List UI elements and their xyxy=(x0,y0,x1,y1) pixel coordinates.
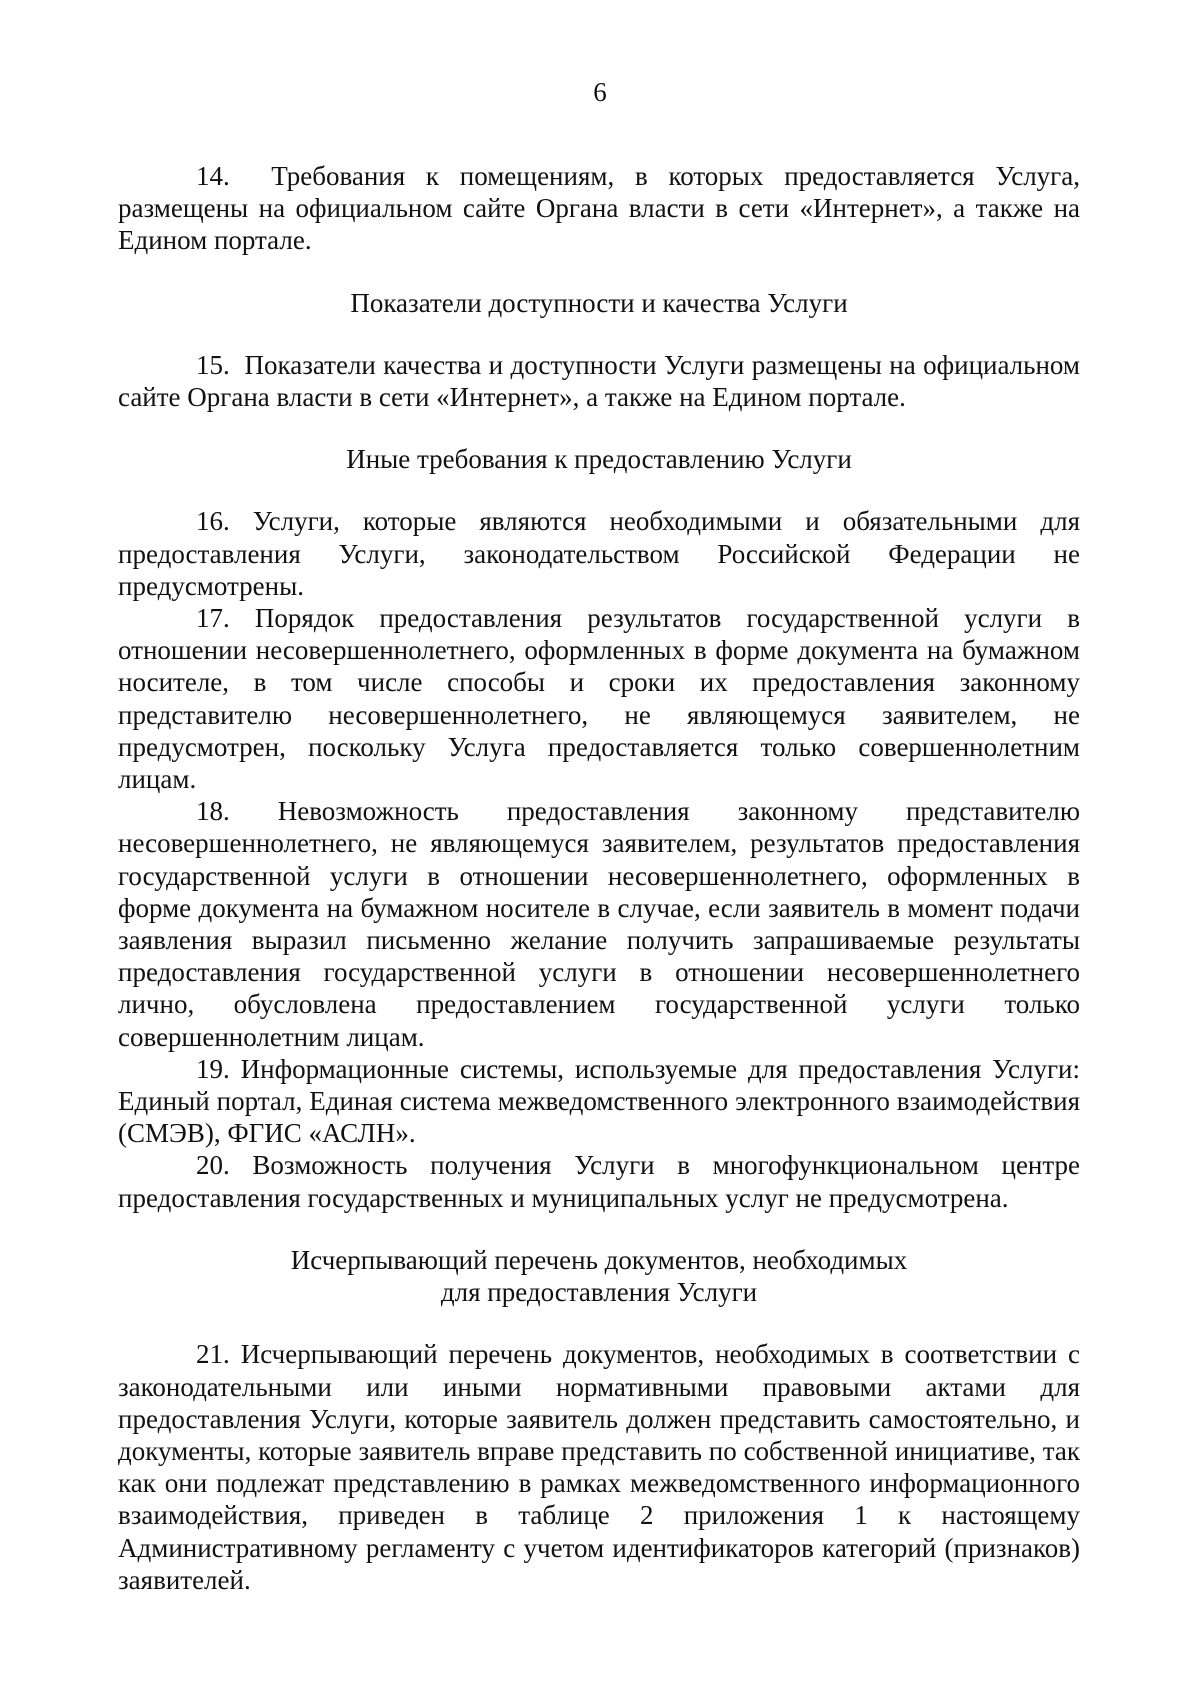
paragraph-17: 17. Порядок предоставления результатов государственной услуги в отношении несовершеннолетнего, оформленных в форме документа на бумажном носителе, в том числе способы и сроки их предоставления законному представителю несовершеннолетнего, не являющемуся заявителем, не предусмотрен, поскольку Услуга предоставляется только совершеннолетним лицам. xyxy=(118,603,1080,795)
paragraph-15: 15. Показатели качества и доступности Услуги размещены на официальном сайте Органа власти в сети «Интернет», а также на Едином портале. xyxy=(118,349,1080,413)
section-heading-documents: Исчерпывающий перечень документов, необходимых для предоставления Услуги xyxy=(290,1244,908,1308)
paragraph-16: 16. Услуги, которые являются необходимыми и обязательными для предоставления Услуги, законодательством Российской Федерации не предусмотрены. xyxy=(118,506,1080,601)
paragraph-21: 21. Исчерпывающий перечень документов, необходимых в соответствии с законодательными или иными нормативными правовыми актами для предоставления Услуги, которые заявитель должен представить самостоятельно, и документы, которые заявитель вправе представить по собственной инициативе, так как они подлежат представлению в рамках межведомственного информационного взаимодействия, приведен в таблице 2 приложения 1 к настоящему Административному регламенту с учетом идентификаторов категорий (признаков) заявителей. xyxy=(118,1339,1080,1595)
paragraph-20: 20. Возможность получения Услуги в многофункциональном центре предоставления государственных и муниципальных услуг не предусмотрена. xyxy=(118,1150,1080,1213)
section-heading-accessibility: Показатели доступности и качества Услуги xyxy=(350,287,848,318)
document-body xyxy=(118,160,1080,1596)
paragraph-14: 14. Требования к помещениям, в которых предоставляется Услуга, размещены на официальном сайте Органа власти в сети «Интернет», а также на Едином портале. xyxy=(118,161,1080,256)
page-number: 6 xyxy=(593,77,607,107)
section-heading-other-requirements: Иные требования к предоставлению Услуги xyxy=(346,444,852,475)
paragraph-19: 19. Информационные системы, используемые для предоставления Услуги: Единый портал, Единая система межведомственного электронного взаимодействия (СМЭВ), ФГИС «АСЛН». xyxy=(118,1053,1080,1149)
paragraph-18: 18. Невозможность предоставления законному представителю несовершеннолетнего, не являющемуся заявителем, результатов предоставления государственной услуги в отношении несовершеннолетнего, оформленных в форме документа на бумажном носителе в случае, если заявитель в момент подачи заявления выразил письменно желание получить запрашиваемые результаты предоставления государственной услуги в отношении несовершеннолетнего лично, обусловлена предоставлением государственной услуги только совершеннолетним лицам. xyxy=(118,796,1080,1052)
